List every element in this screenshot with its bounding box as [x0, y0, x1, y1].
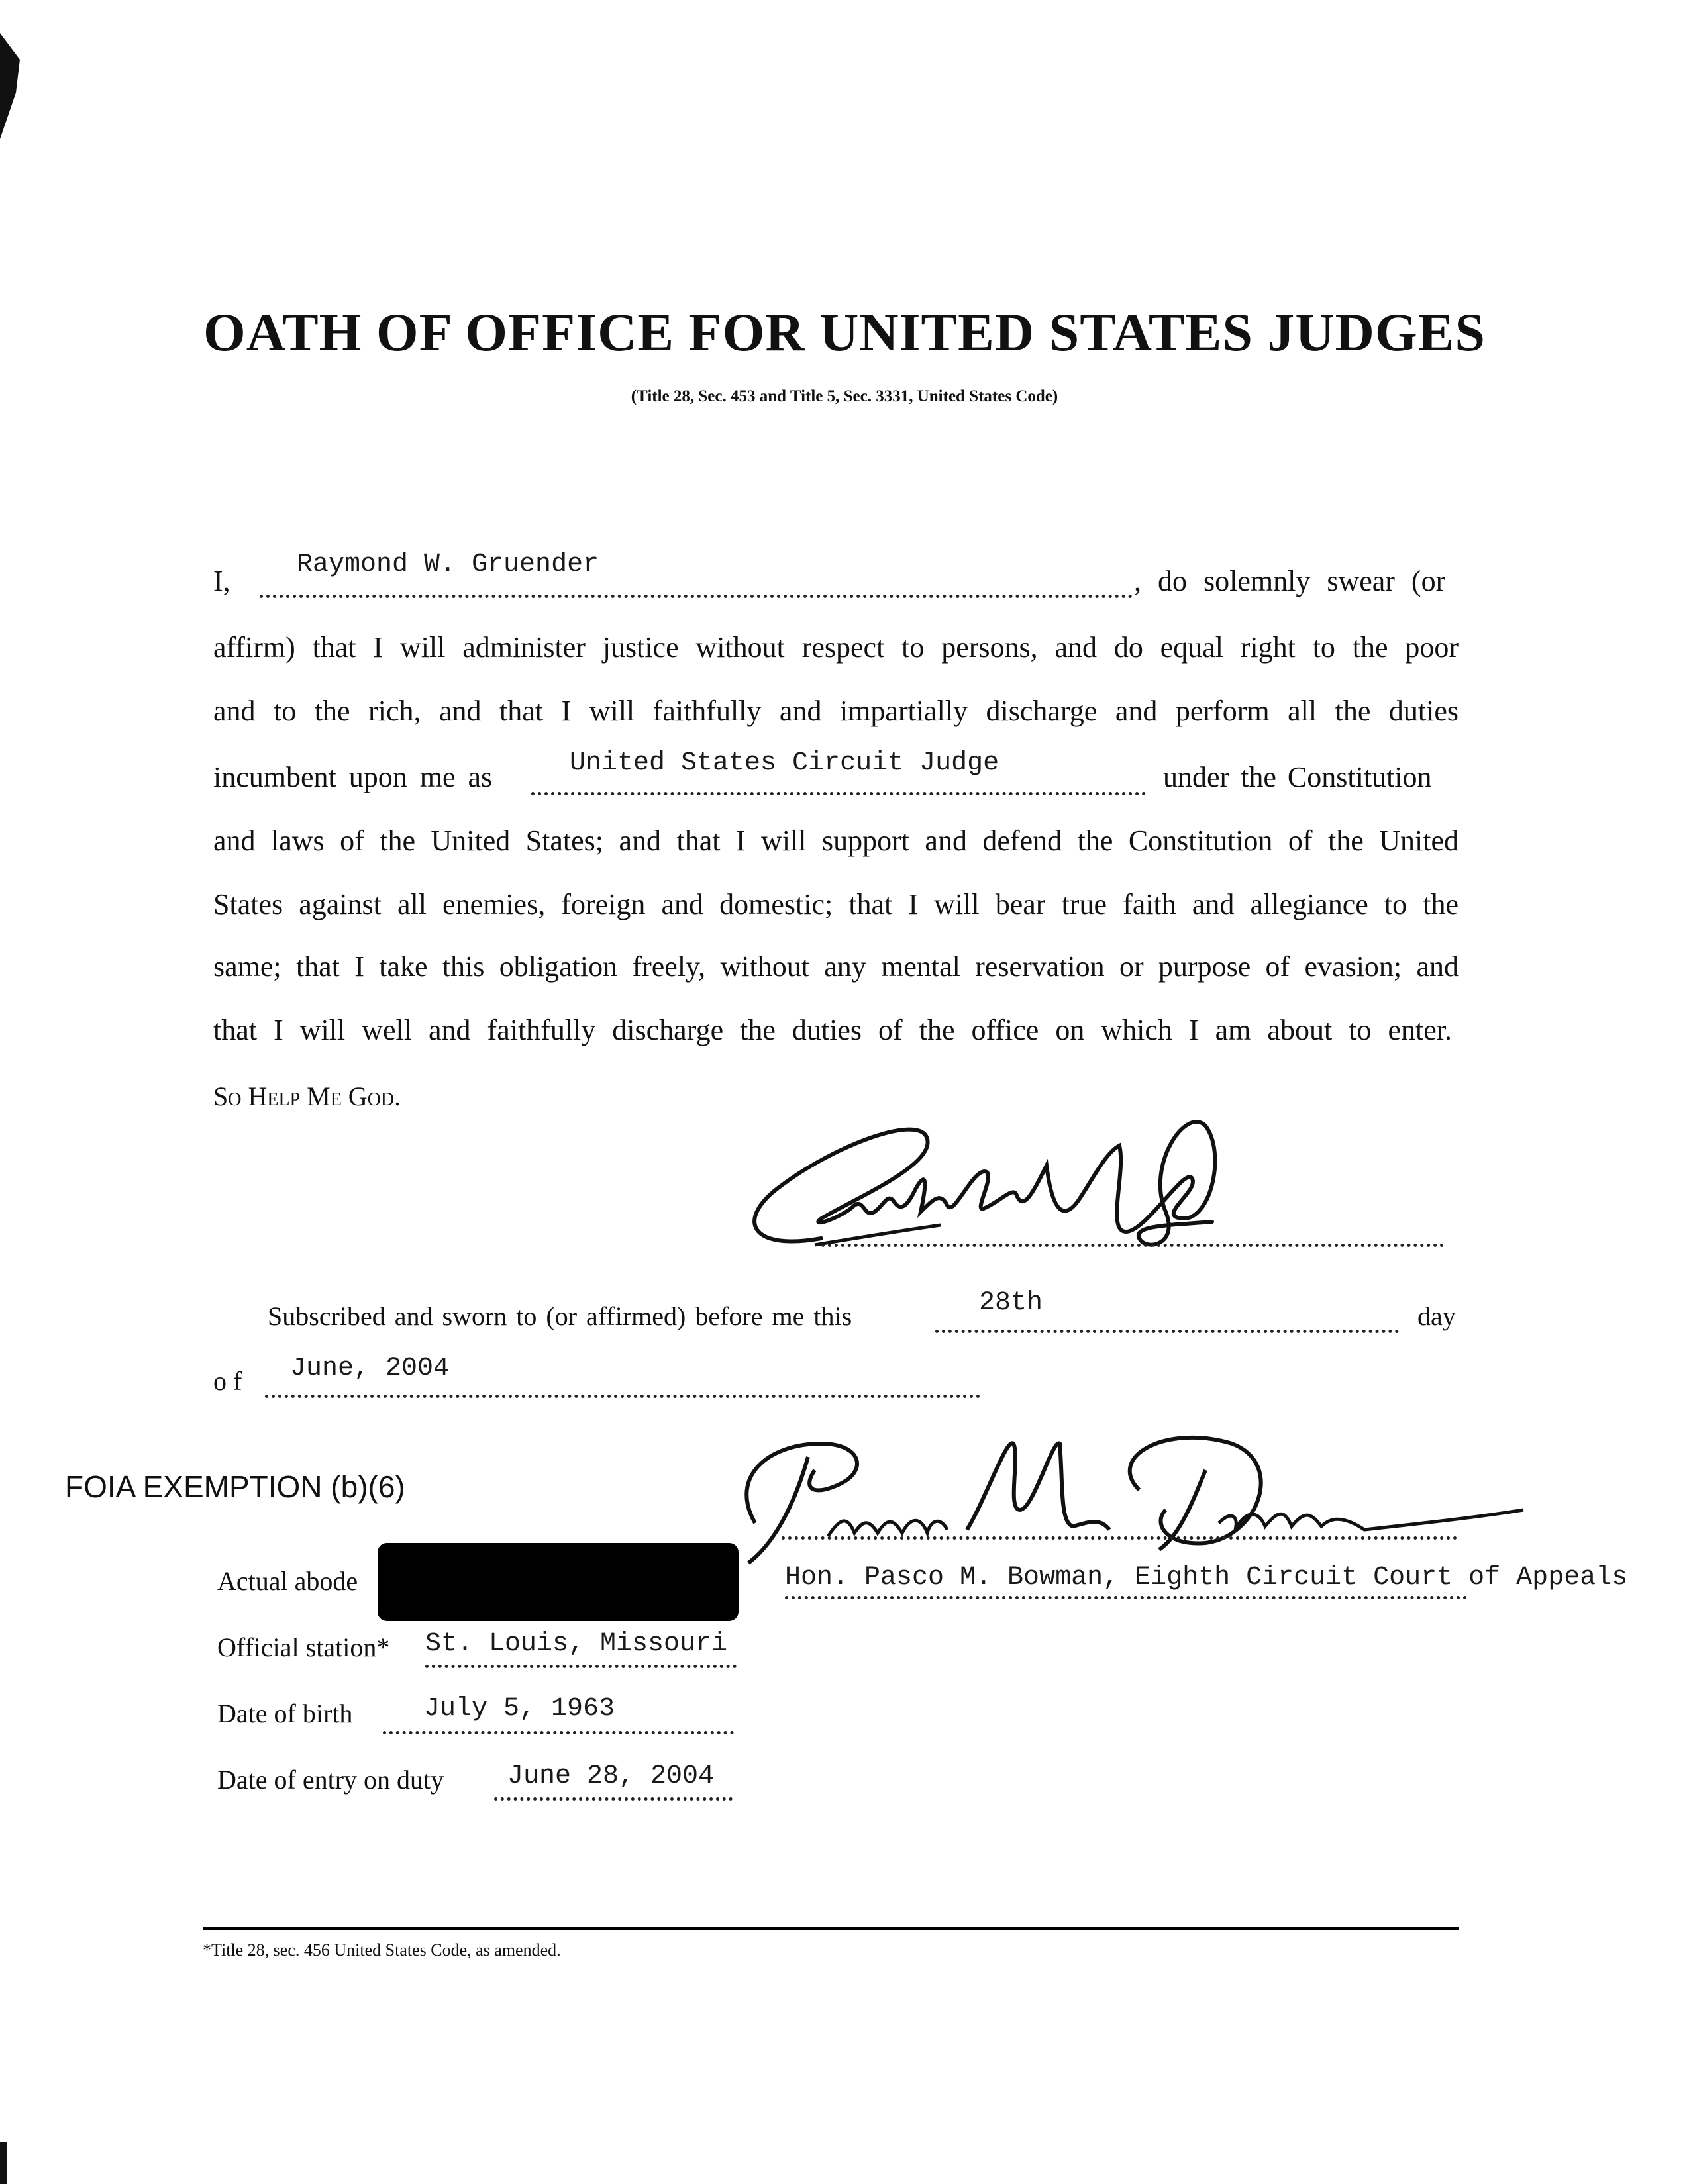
scan-edge-mark-bottom	[0, 2142, 7, 2184]
oath-line-6: States against all enemies, foreign and domestic; that I will bear true faith and allegiance to the	[213, 888, 1459, 920]
official-station-value: St. Louis, Missouri	[425, 1629, 728, 1659]
judge-name-value: Raymond W. Gruender	[297, 550, 599, 579]
officer-signature-line	[782, 1527, 1457, 1540]
day-blank	[935, 1318, 1399, 1333]
day-suffix: day	[1417, 1301, 1456, 1331]
office-blank	[531, 780, 1146, 795]
judge-name-blank	[260, 583, 1133, 598]
oath-line-7: same; that I take this obligation freely, without any mental reservation or purpose of evasion; and	[213, 950, 1459, 983]
date-of-entry-label: Date of entry on duty	[217, 1765, 444, 1795]
foia-exemption-label: FOIA EXEMPTION (b)(6)	[65, 1469, 405, 1504]
oath-line-2: affirm) that I will administer justice without respect to persons, and do equal right to the poor	[213, 631, 1459, 664]
footnote-rule	[203, 1927, 1459, 1930]
official-station-blank	[425, 1660, 737, 1668]
oath-line-3: and to the rich, and that I will faithfully and impartially discharge and perform all the duties	[213, 695, 1459, 727]
date-of-entry-blank	[494, 1792, 733, 1801]
date-of-entry-value: June 28, 2004	[507, 1762, 715, 1791]
oath-line-4-prefix: incumbent upon me as	[213, 761, 493, 793]
of-label: of	[213, 1366, 249, 1396]
date-of-birth-blank	[383, 1726, 734, 1734]
oath-closing: So Help Me God.	[213, 1081, 401, 1111]
oath-line-4-suffix: under the Constitution	[1163, 761, 1432, 793]
office-value: United States Circuit Judge	[570, 748, 999, 778]
oath-line-5: and laws of the United States; and that I will support and defend the Constitution of the United	[213, 824, 1459, 857]
officer-name-underline	[785, 1591, 1467, 1599]
judge-signature	[722, 1086, 1272, 1285]
oath-line-8: that I will well and faithfully discharge the duties of the office on which I am about to enter.	[213, 1014, 1452, 1046]
official-station-label: Official station*	[217, 1632, 390, 1662]
month-year-blank	[265, 1383, 980, 1398]
date-of-birth-value: July 5, 1963	[424, 1694, 615, 1724]
oath-line-1-suffix: , do solemnly swear (or	[1134, 565, 1446, 597]
page-title: OATH OF OFFICE FOR UNITED STATES JUDGES	[203, 302, 1486, 362]
scan-edge-mark	[0, 33, 26, 166]
page-subtitle: (Title 28, Sec. 453 and Title 5, Sec. 3331, United States Code)	[631, 387, 1058, 405]
officer-signature	[729, 1417, 1537, 1576]
oath-i-prefix: I,	[213, 565, 230, 597]
date-of-birth-label: Date of birth	[217, 1699, 353, 1728]
actual-abode-label: Actual abode	[217, 1566, 358, 1596]
subscribed-prefix: Subscribed and sworn to (or affirmed) before me this	[268, 1301, 852, 1331]
redaction-block	[378, 1543, 739, 1621]
administering-officer-name: Hon. Pasco M. Bowman, Eighth Circuit Court of Appeals	[785, 1563, 1628, 1593]
month-year-value: June, 2004	[290, 1354, 450, 1383]
judge-signature-line	[821, 1232, 1444, 1247]
footnote: *Title 28, sec. 456 United States Code, as amended.	[203, 1940, 561, 1960]
day-value: 28th	[979, 1288, 1043, 1318]
